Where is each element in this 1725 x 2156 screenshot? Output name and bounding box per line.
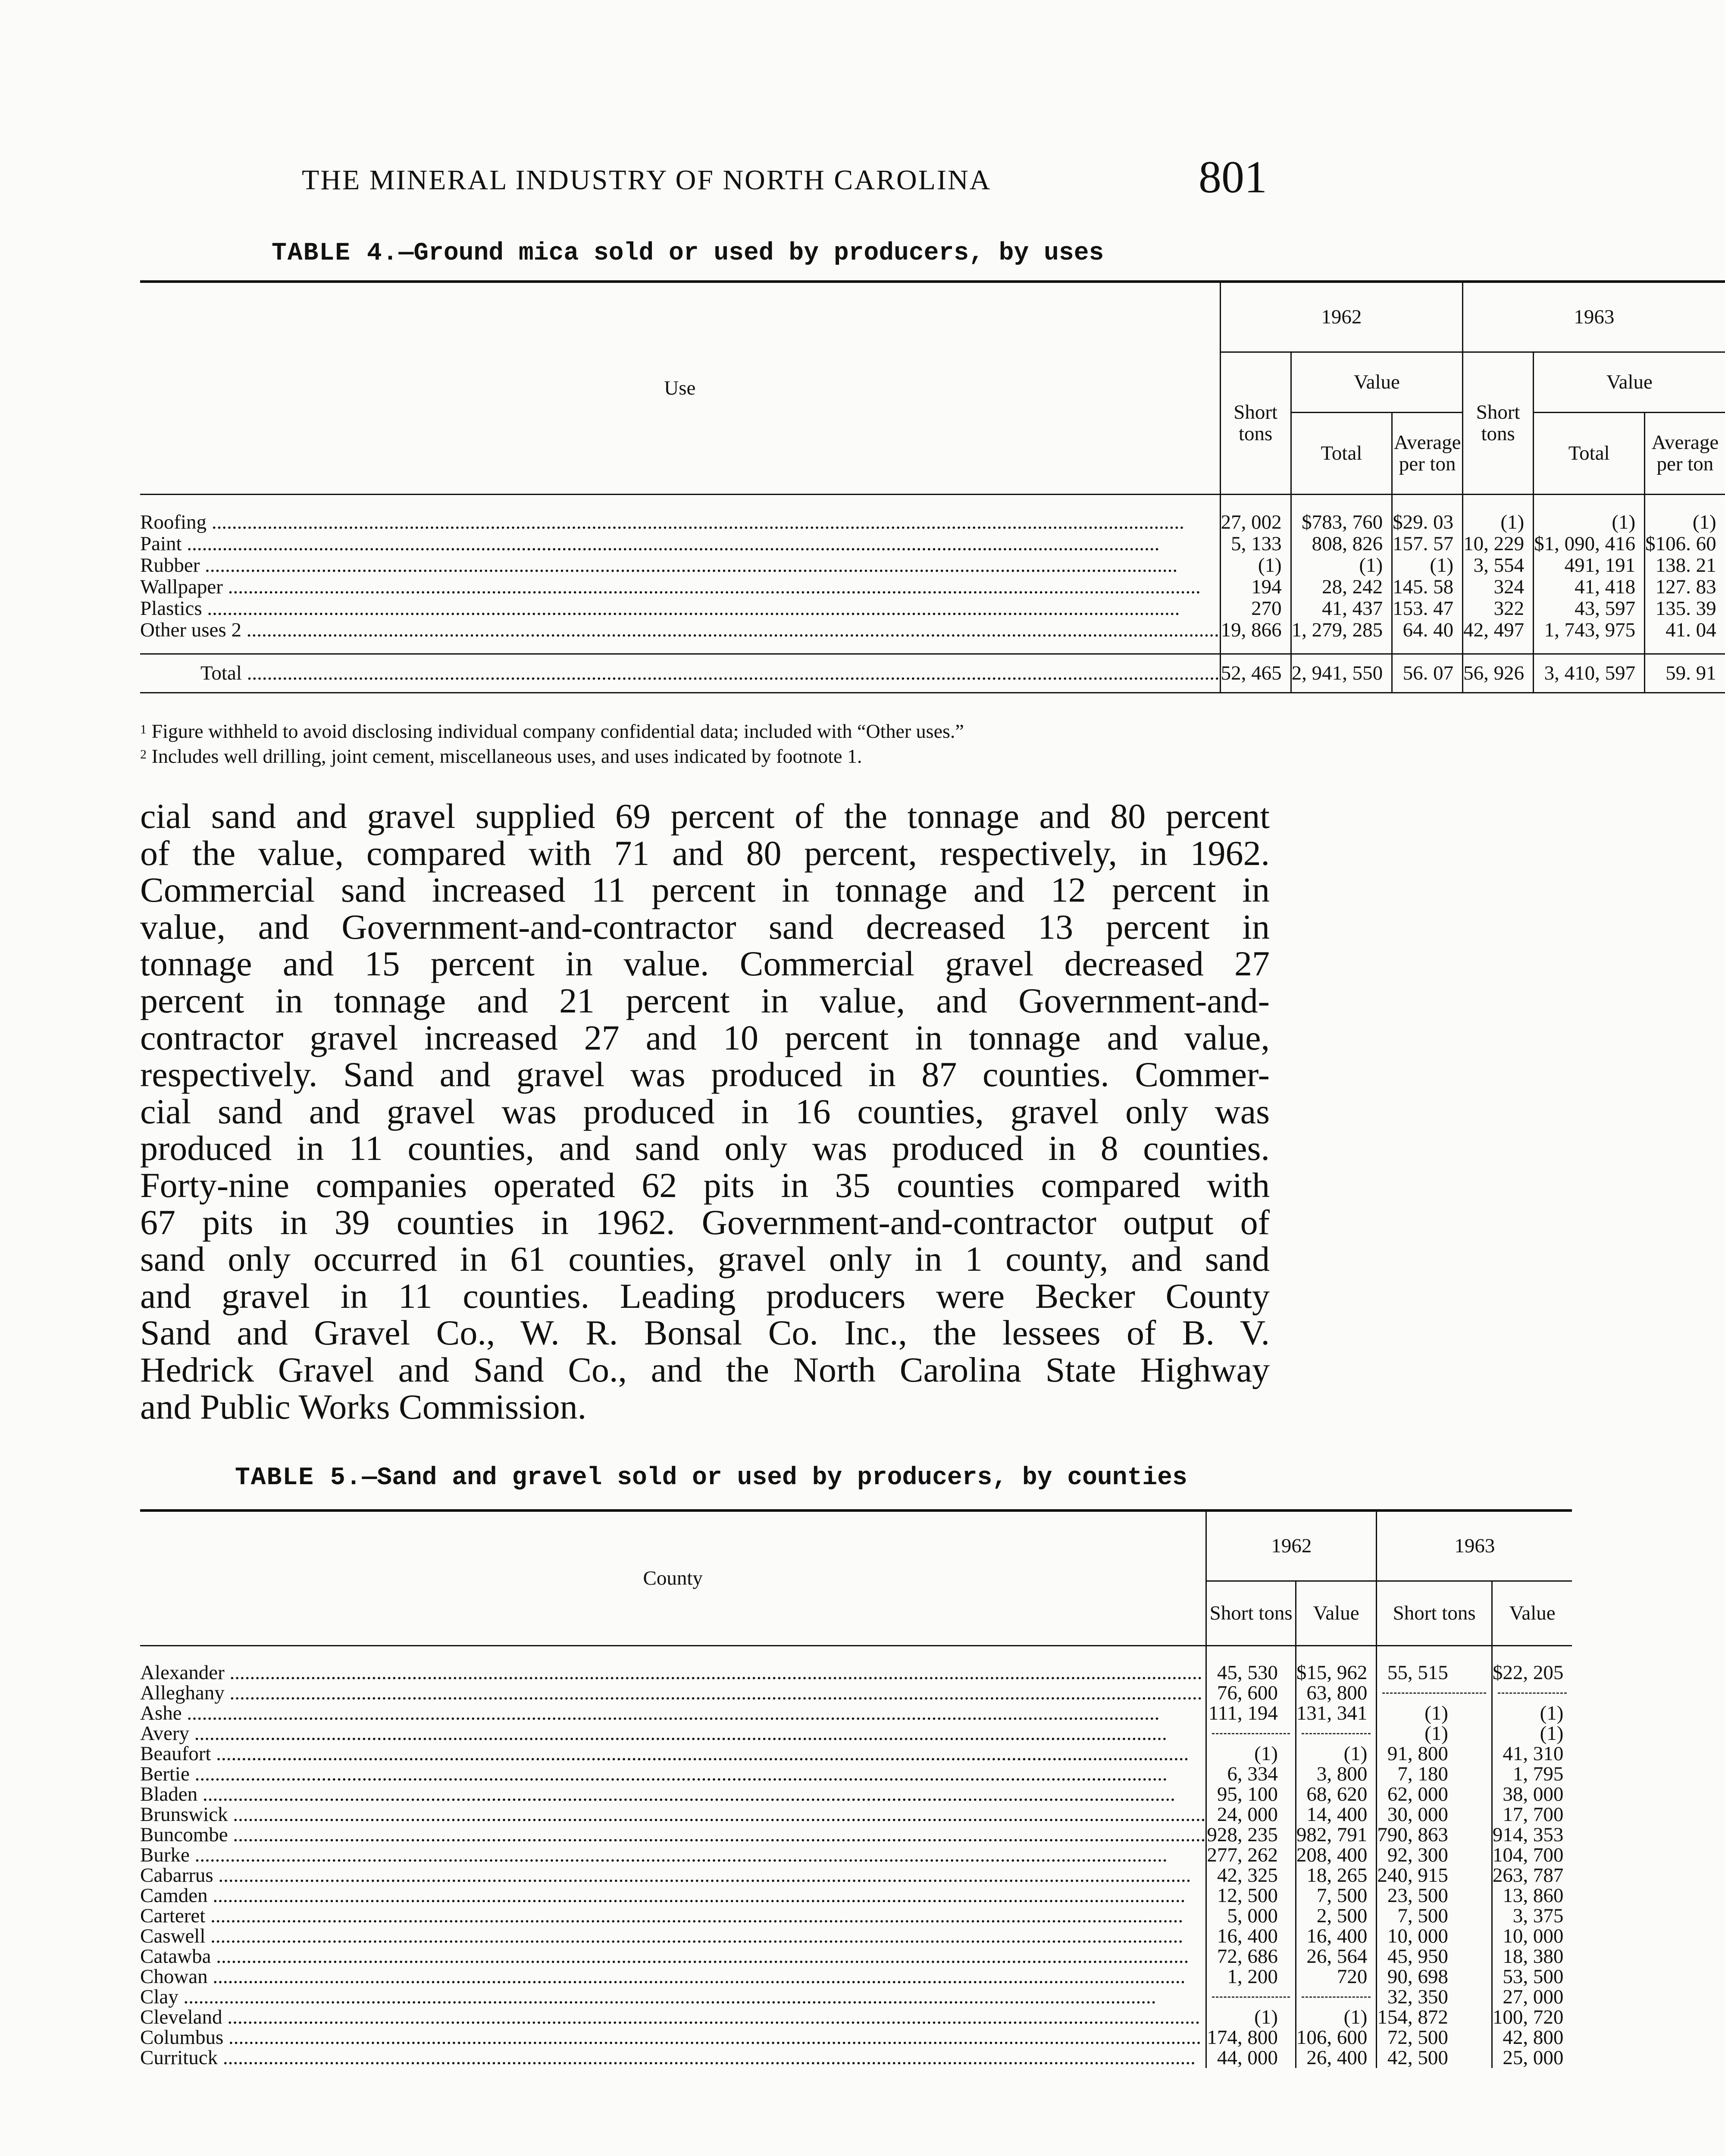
table5-cell-st63: 91, 800 [1377,1744,1492,1764]
table4-cell-avg62: 145. 58 [1392,576,1463,598]
table4-cell-avg62: 64. 40 [1392,619,1463,641]
table5-row [140,1926,1572,1946]
table5-cell-st62: 16, 400 [1206,1926,1296,1946]
table5-cell-st63: 7, 180 [1377,1764,1492,1784]
table5-cell-v62: 16, 400 [1296,1926,1377,1946]
table5-cell-v63: 17, 700 [1503,1803,1564,1826]
table4-use-label: Rubber ..... [140,555,1220,576]
table4-short-tons-1962: Short tons [1220,352,1291,494]
table5-cell-v62: 208, 400 [1296,1845,1377,1865]
table5-cell-st63: 90, 698 [1377,1967,1492,1987]
table5-value-1963: Value [1492,1581,1572,1645]
table4-footnote-1-text: Figure withheld to avoid disclosing individual company confidential data; included with “Other uses.” [151,720,964,742]
table4-cell-avg63: (1) [1692,511,1716,533]
table5-cell-v63: 38, 000 [1503,1783,1564,1805]
table5-year-1963: 1963 [1377,1512,1572,1581]
table5-cell-v62: 982, 791 [1296,1825,1377,1845]
table5-cell-v62: 3, 800 [1296,1764,1377,1784]
table5-cell-v63: 1, 795 [1512,1763,1564,1785]
paragraph-line: Commercial sand increased 11 percent in tonnage and 12 percent in [140,870,1270,910]
table5-county-label: Cleveland ..... [140,2007,1205,2028]
table5-short-tons-1962: Short tons [1206,1581,1296,1645]
table5-cell-v63: 27, 000 [1503,1986,1564,2008]
paragraph-line: Sand and Gravel Co., W. R. Bonsal Co. Inc., the lessees of B. V. [140,1313,1270,1353]
table4-average-1963 [1645,412,1725,494]
table4-cell-tot62: (1) [1291,555,1392,576]
table5-cell-v63: 100, 720 [1492,2006,1564,2028]
table4-total-avg63: 59. 91 [1666,662,1716,684]
running-title: THE MINERAL INDUSTRY OF NORTH CAROLINA [302,164,992,196]
table4-footnote-2: $^2$ Includes well drilling, joint cement, miscellaneous uses, and uses indicated by footnote 1. [140,745,862,767]
table4-cell-tot63: 43, 597 [1534,598,1645,619]
body-paragraph [140,798,1270,1425]
table4-cell-avg63: 138. 21 [1655,554,1716,577]
table4-value-1962: Value [1291,352,1463,412]
table4-use-label: Other uses 2 ..... [140,619,1220,641]
table5-cell-v63: (1) [1540,1722,1564,1745]
table4-cell-tot62: 28, 242 [1291,576,1392,598]
table5-caption-number: TABLE 5. [235,1464,362,1492]
table5-year-1962: 1962 [1206,1512,1377,1581]
paragraph-line: sand only occurred in 61 counties, gravel only in 1 county, and sand [140,1239,1270,1279]
table5-cell-st63: 45, 950 [1377,1946,1492,1967]
table4-cell-tot62: 41, 437 [1291,598,1392,619]
table5-row [140,2028,1572,2048]
table5-cell-st63: 154, 872 [1377,2007,1492,2028]
table5-cell-st63: 23, 500 [1377,1886,1492,1906]
table5-county-label: Ashe ..... [140,1703,1205,1724]
table4-total-avg62: 56. 07 [1392,654,1463,693]
table5-row [140,1967,1572,1987]
table5-cell-v62: 18, 265 [1296,1865,1377,1886]
table4-cell-st62: 270 [1220,598,1291,619]
table5-row [140,1683,1572,1703]
table4-cell-st62: 5, 133 [1220,533,1291,555]
table4-per-ton-label: per ton [1656,453,1714,475]
table5-caption-text: —Sand and gravel sold or used by producers, by counties [362,1464,1187,1492]
table4-total-1963: Total [1534,412,1645,494]
table4-total-label: Total ..... [200,662,1220,684]
table4-cell-st63: 42, 497 [1463,619,1534,641]
table5-row [140,2048,1572,2068]
table5-row [140,1946,1572,1967]
table5-row [140,1724,1572,1744]
table5-cell-st62: 928, 235 [1206,1825,1296,1845]
table4-cell-avg62: 153. 47 [1392,598,1463,619]
table5-cell-v62: (1) [1296,1744,1377,1764]
table5-cell-v62: (1) [1296,2007,1377,2028]
table5-county-label: Chowan ..... [140,1967,1205,1987]
table5-cell-v62: 68, 620 [1296,1784,1377,1805]
table5-cell-v63: 914, 353 [1492,1824,1564,1846]
paragraph-line: Forty-nine companies operated 62 pits in 35 counties compared with [140,1165,1270,1205]
table5-county-label: Burke ..... [140,1845,1205,1865]
table4-total-st62: 52, 465 [1220,654,1291,693]
table5-cell-st63: 30, 000 [1377,1805,1492,1825]
table4-cell-st63: 10, 229 [1463,533,1534,555]
table5-row [140,1744,1572,1764]
table4-cell-st62: 19, 866 [1220,619,1291,641]
table5-cell-st62: 1, 200 [1206,1967,1296,1987]
table5-county-label: Columbus ..... [140,2028,1205,2048]
table4-footnote-1: $^1$ Figure withheld to avoid disclosing individual company confidential data; included with “Other uses.” [140,720,964,742]
table5-county-label: Brunswick ..... [140,1805,1205,1825]
table5-cell-st63: 55, 515 [1377,1663,1492,1683]
table4-cell-st63: (1) [1463,511,1534,533]
paragraph-line: and Public Works Commission. [140,1387,587,1426]
table5-cell-v62 [1296,1987,1377,2007]
page-number: 801 [1199,152,1267,202]
table5-cell-st62: 12, 500 [1206,1886,1296,1906]
table4-cell-avg62: (1) [1392,555,1463,576]
table5-cell-st62: (1) [1206,1744,1296,1764]
table5-cell-v63: 263, 787 [1492,1864,1564,1887]
table5-county-label: Alexander ..... [140,1663,1205,1683]
table5-cell-st63: 42, 500 [1377,2048,1492,2068]
paragraph-line: contractor gravel increased 27 and 10 percent in tonnage and value, [140,1018,1270,1057]
table5-cell-st63: 240, 915 [1377,1865,1492,1886]
table4-cell-tot63: 491, 191 [1534,555,1645,576]
table5-cell-v63: (1) [1540,1702,1564,1724]
table5-county-label: Avery ..... [140,1724,1205,1744]
table4-cell-tot63: 41, 418 [1534,576,1645,598]
table4-footnotes [140,718,1270,768]
table5-county-label: Catawba ..... [140,1946,1205,1967]
table5-cell-st63 [1377,1683,1492,1703]
table4-cell-tot63: 1, 743, 975 [1534,619,1645,641]
table5-county-label: Carteret ..... [140,1906,1205,1926]
table5-cell-v62: 26, 564 [1296,1946,1377,1967]
table5-cell-v63: 53, 500 [1503,1965,1564,1988]
table5-cell-st62: 76, 600 [1206,1683,1296,1703]
table5-cell-st62: 111, 194 [1206,1703,1296,1724]
paragraph-line: of the value, compared with 71 and 80 percent, respectively, in 1962. [140,833,1270,873]
table5-cell-st62 [1206,1724,1296,1744]
table5-row [140,1805,1572,1825]
table4-total-tot62: 2, 941, 550 [1291,654,1392,693]
table5-cell-v63: 10, 000 [1503,1925,1564,1947]
table5-row [140,1845,1572,1865]
table5-cell-v62 [1296,1724,1377,1744]
table5-county-label: Camden ..... [140,1886,1205,1906]
table5-county-label: Clay ..... [140,1987,1205,2007]
table5-cell-st63: 72, 500 [1377,2028,1492,2048]
table5-cell-v63: $22, 205 [1492,1661,1564,1684]
table5-row [140,1784,1572,1805]
table5-cell-v62: $15, 962 [1296,1663,1377,1683]
table5-cell-v63: 3, 375 [1512,1905,1564,1927]
table5-cell-v63: 104, 700 [1492,1844,1564,1866]
running-header [0,151,1463,203]
table5-cell-st62: 5, 000 [1206,1906,1296,1926]
table5-cell-st62: 44, 000 [1206,2048,1296,2068]
table4-row [140,511,1725,533]
table5-cell-st62: 72, 686 [1206,1946,1296,1967]
table5-county-label: Bertie ..... [140,1764,1205,1784]
table4-cell-avg63: 41. 04 [1666,619,1716,641]
table4-row [140,555,1725,576]
table4-row [140,533,1725,555]
table4-row [140,598,1725,619]
table5-row [140,1703,1572,1724]
table4-cell-st62: (1) [1220,555,1291,576]
table5-row [140,1764,1572,1784]
paragraph-line: Hedrick Gravel and Sand Co., and the North Carolina State Highway [140,1350,1270,1389]
paragraph-line: tonnage and 15 percent in value. Commercial gravel decreased 27 [140,944,1270,984]
table4-cell-tot63: (1) [1534,511,1645,533]
table4-ground-mica [140,280,1725,693]
table5-cell-st62: 45, 530 [1206,1663,1296,1683]
paragraph-line: and gravel in 11 counties. Leading producers were Becker County [140,1276,1270,1316]
table4-year-1962: 1962 [1220,283,1463,352]
table4-per-ton-label: per ton [1399,453,1456,475]
table5-cell-st62: (1) [1206,2007,1296,2028]
paragraph-line: produced in 11 counties, and sand only was produced in 8 counties. [140,1128,1270,1168]
table4-caption-number: TABLE 4. [272,239,399,267]
table4-caption-text: —Ground mica sold or used by producers, by uses [398,239,1104,267]
table4-row [140,619,1725,641]
table5-row [140,1987,1572,2007]
table5-value-1962: Value [1296,1581,1377,1645]
table5-cell-st62: 95, 100 [1206,1784,1296,1805]
table4-footnote-2-text: Includes well drilling, joint cement, miscellaneous uses, and uses indicated by footnote 1. [151,745,862,767]
table5-cell-v63: 18, 380 [1503,1945,1564,1968]
paragraph-line: percent in tonnage and 21 percent in value, and Government-and- [140,981,1270,1020]
table4-cell-tot62: $783, 760 [1291,511,1392,533]
table4-col-use: Use [140,283,1220,494]
table5-county-label: Caswell ..... [140,1926,1205,1946]
table5-cell-st63: (1) [1377,1703,1492,1724]
table5-cell-v62: 106, 600 [1296,2028,1377,2048]
table4-caption [272,239,1104,267]
table5-row [140,1825,1572,1845]
table4-row [140,576,1725,598]
table4-cell-tot63: $1, 090, 416 [1534,533,1645,555]
table5-cell-st63: 92, 300 [1377,1845,1492,1865]
table5-cell-st63: 62, 000 [1377,1784,1492,1805]
table4-cell-avg63: 127. 83 [1655,576,1716,598]
table4-cell-avg62: $29. 03 [1392,511,1463,533]
paragraph-line: respectively. Sand and gravel was produced in 87 counties. Commer- [140,1055,1270,1094]
table5-cell-v63: 41, 310 [1503,1742,1564,1765]
paragraph-line: cial sand and gravel was produced in 16 counties, gravel only was [140,1091,1270,1131]
table4-cell-st63: 3, 554 [1463,555,1534,576]
table5-sand-gravel [140,1509,1572,2068]
table5-row [140,1663,1572,1683]
table4-total-st63: 56, 926 [1463,654,1534,693]
table4-average-label: Average [1393,431,1461,454]
table4-total-row [140,654,1725,693]
table4-cell-st62: 194 [1220,576,1291,598]
table5-cell-st63: (1) [1377,1724,1492,1744]
table4-cell-st63: 322 [1463,598,1534,619]
table5-cell-st63: 790, 863 [1377,1825,1492,1845]
table5-col-county: County [140,1512,1206,1645]
table4-cell-avg63: 135. 39 [1655,597,1716,620]
table5-cell-st62 [1206,1987,1296,2007]
table4-cell-avg62: 157. 57 [1392,533,1463,555]
table5-short-tons-1963: Short tons [1377,1581,1492,1645]
table5-cell-v63 [1492,1683,1572,1703]
paragraph-line: value, and Government-and-contractor sand decreased 13 percent in [140,907,1270,946]
table4-year-1963: 1963 [1463,283,1725,352]
table5-cell-v63: 13, 860 [1503,1884,1564,1907]
table5-cell-v62: 63, 800 [1296,1683,1377,1703]
paragraph-line: 67 pits in 39 counties in 1962. Government-and-contractor output of [140,1202,1270,1242]
table5-cell-st62: 6, 334 [1206,1764,1296,1784]
paragraph-line: cial sand and gravel supplied 69 percent of the tonnage and 80 percent [140,796,1270,836]
table4-total-tot63: 3, 410, 597 [1534,654,1645,693]
table5-cell-v62: 7, 500 [1296,1886,1377,1906]
table4-value-1963: Value [1534,352,1725,412]
table5-caption [235,1464,1187,1492]
table5-cell-v62: 26, 400 [1296,2048,1377,2068]
table5-cell-st62: 277, 262 [1206,1845,1296,1865]
table4-short-tons-1963: Short tons [1463,352,1534,494]
table4-cell-tot62: 1, 279, 285 [1291,619,1392,641]
table5-cell-st63: 10, 000 [1377,1926,1492,1946]
table5-county-label: Bladen ..... [140,1784,1205,1805]
table4-average-1962 [1392,412,1463,494]
table5-cell-v62: 720 [1296,1967,1377,1987]
table4-cell-avg63: $106. 60 [1645,533,1716,555]
table5-cell-v63: 42, 800 [1503,2026,1564,2049]
table5-cell-st63: 32, 350 [1377,1987,1492,2007]
table5-cell-v62: 14, 400 [1296,1805,1377,1825]
table5-county-label: Beaufort ..... [140,1744,1205,1764]
table5-cell-st62: 24, 000 [1206,1805,1296,1825]
table5-cell-v63: 25, 000 [1503,2046,1564,2069]
table5-cell-st63: 7, 500 [1377,1906,1492,1926]
table5-county-label: Cabarrus ..... [140,1865,1205,1886]
table5-county-label: Currituck ..... [140,2048,1205,2068]
table5-row [140,1906,1572,1926]
table5-cell-v62: 131, 341 [1296,1703,1377,1724]
table4-cell-st62: 27, 002 [1220,511,1291,533]
table5-row [140,2007,1572,2028]
table4-cell-tot62: 808, 826 [1291,533,1392,555]
table5-cell-st62: 42, 325 [1206,1865,1296,1886]
table5-county-label: Alleghany ..... [140,1683,1205,1703]
table5-row [140,1886,1572,1906]
table4-use-label: Plastics ..... [140,598,1220,619]
table5-county-label: Buncombe ..... [140,1825,1205,1845]
table4-total-1962: Total [1291,412,1392,494]
table4-cell-st63: 324 [1463,576,1534,598]
table5-cell-st62: 174, 800 [1206,2028,1296,2048]
table5-cell-v62: 2, 500 [1296,1906,1377,1926]
table5-row [140,1865,1572,1886]
table4-average-label: Average [1651,431,1719,454]
table4-use-label: Paint ..... [140,533,1220,555]
table4-use-label: Roofing ..... [140,511,1220,533]
table4-use-label: Wallpaper ..... [140,576,1220,598]
